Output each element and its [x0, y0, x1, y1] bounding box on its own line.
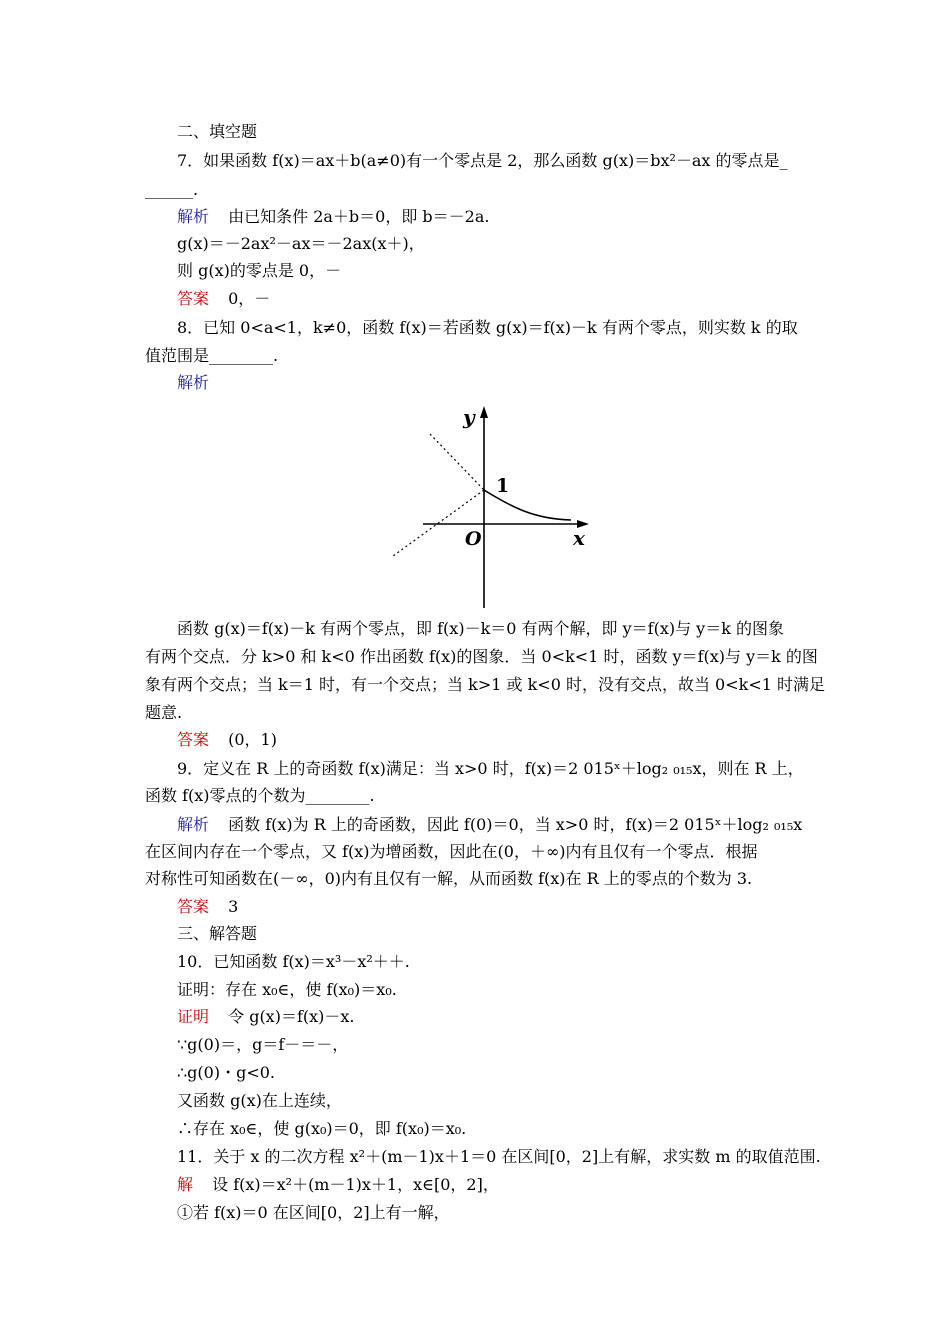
- problem-11-solution-line-1: [177, 1175, 499, 1195]
- dotted-line-upper: [430, 434, 484, 490]
- problem-7-solution-line-2: g(x)＝－2ax²－ax＝－2ax(x＋)，: [177, 234, 425, 253]
- problem-10-proof-line-2: ∵g(0)＝，g＝f－＝－，: [177, 1035, 349, 1054]
- y-axis-label: y: [463, 405, 475, 429]
- problem-11-text: 11．关于 x 的二次方程 x²＋(m－1)x＋1＝0 在区间[0，2]上有解，求实数 m 的取值范围.: [177, 1147, 821, 1166]
- problem-9-solution-line-1: [177, 815, 802, 835]
- answer-text: (0，1): [228, 730, 277, 749]
- solution-text: 函数 f(x)为 R 上的奇函数，因此 f(0)＝0，当 x>0 时，f(x)＝2 015ˣ＋log₂ ₀₁₅x: [228, 815, 803, 834]
- problem-10-proof-line-5: ∴存在 x₀∈，使 g(x₀)＝0，即 f(x₀)＝x₀.: [177, 1119, 467, 1138]
- proof-label: 证明: [177, 1007, 210, 1026]
- problem-7-blank: ______.: [145, 180, 199, 199]
- problem-7-answer: [177, 289, 270, 309]
- problem-9-answer: [177, 897, 238, 917]
- y-axis-arrow: [480, 406, 488, 418]
- problem-7-text: 7．如果函数 f(x)＝ax＋b(a≠0)有一个零点是 2，那么函数 g(x)＝bx²－ax 的零点是_: [177, 151, 788, 170]
- problem-10-proof-line-1: [177, 1007, 355, 1027]
- problem-8-answer: [177, 730, 277, 750]
- solution-label: 解: [177, 1175, 194, 1194]
- problem-8-text: 8．已知 0<a<1，k≠0，函数 f(x)＝若函数 g(x)＝f(x)－k 有两个零点，则实数 k 的取: [177, 318, 798, 337]
- answer-label: 答案: [177, 730, 210, 749]
- solution-label: 解析: [177, 207, 210, 226]
- answer-label: 答案: [177, 289, 210, 308]
- solution-label: 解析: [177, 815, 210, 834]
- problem-9-text: 9．定义在 R 上的奇函数 f(x)满足：当 x>0 时，f(x)＝2 015ˣ＋log₂ ₀₁₅x，则在 R 上，: [177, 759, 804, 778]
- problem-11-solution-line-2: ①若 f(x)＝0 在区间[0，2]上有一解，: [177, 1203, 450, 1222]
- problem-10-prove: 证明：存在 x₀∈，使 f(x₀)＝x₀.: [177, 980, 397, 999]
- problem-8-solution-line-1: 函数 g(x)＝f(x)－k 有两个零点，即 f(x)－k＝0 有两个解，即 y＝f(x)与 y＝k 的图象: [177, 619, 784, 638]
- problem-8-text-cont: 值范围是________.: [145, 346, 279, 365]
- section-heading-fill-in: 二、填空题: [177, 122, 258, 141]
- function-graph: [385, 400, 600, 610]
- problem-10-text: 10．已知函数 f(x)＝x³－x²＋＋.: [177, 952, 410, 971]
- problem-7-solution-line-1: [177, 207, 489, 227]
- solution-text: 由已知条件 2a＋b＝0，即 b＝－2a.: [228, 207, 490, 226]
- problem-8-solution-line-2: 有两个交点．分 k>0 和 k<0 作出函数 f(x)的图象．当 0<k<1 时，函数 y＝f(x)与 y＝k 的图: [145, 647, 818, 666]
- problem-8-solution-label: 解析: [177, 373, 210, 392]
- solution-text: 设 f(x)＝x²＋(m－1)x＋1，x∈[0，2]，: [212, 1175, 499, 1194]
- proof-text: 令 g(x)＝f(x)－x.: [228, 1007, 355, 1026]
- answer-text: 0，－: [228, 289, 271, 308]
- answer-text: 3: [228, 897, 239, 916]
- problem-9-text-cont: 函数 f(x)零点的个数为________.: [145, 786, 375, 805]
- origin-label: O: [465, 528, 482, 550]
- problem-10-proof-line-3: ∴g(0)・g<0.: [177, 1063, 276, 1082]
- section-heading-answer: 三、解答题: [177, 924, 258, 943]
- answer-label: 答案: [177, 897, 210, 916]
- x-axis-label: x: [573, 526, 585, 550]
- problem-7-solution-line-3: 则 g(x)的零点是 0，－: [177, 261, 342, 280]
- problem-9-solution-line-2: 在区间内存在一个零点，又 f(x)为增函数，因此在(0，＋∞)内有且仅有一个零点．根据: [145, 842, 758, 861]
- problem-9-solution-line-3: 对称性可知函数在(－∞，0)内有且仅有一解，从而函数 f(x)在 R 上的零点的个数为 3.: [145, 869, 753, 888]
- one-label: 1: [496, 475, 510, 497]
- problem-8-solution-line-3: 象有两个交点；当 k＝1 时，有一个交点；当 k>1 或 k<0 时，没有交点，故当 0<k<1 时满足: [145, 675, 825, 694]
- problem-8-solution-line-4: 题意.: [145, 703, 183, 722]
- problem-10-proof-line-4: 又函数 g(x)在上连续，: [177, 1091, 342, 1110]
